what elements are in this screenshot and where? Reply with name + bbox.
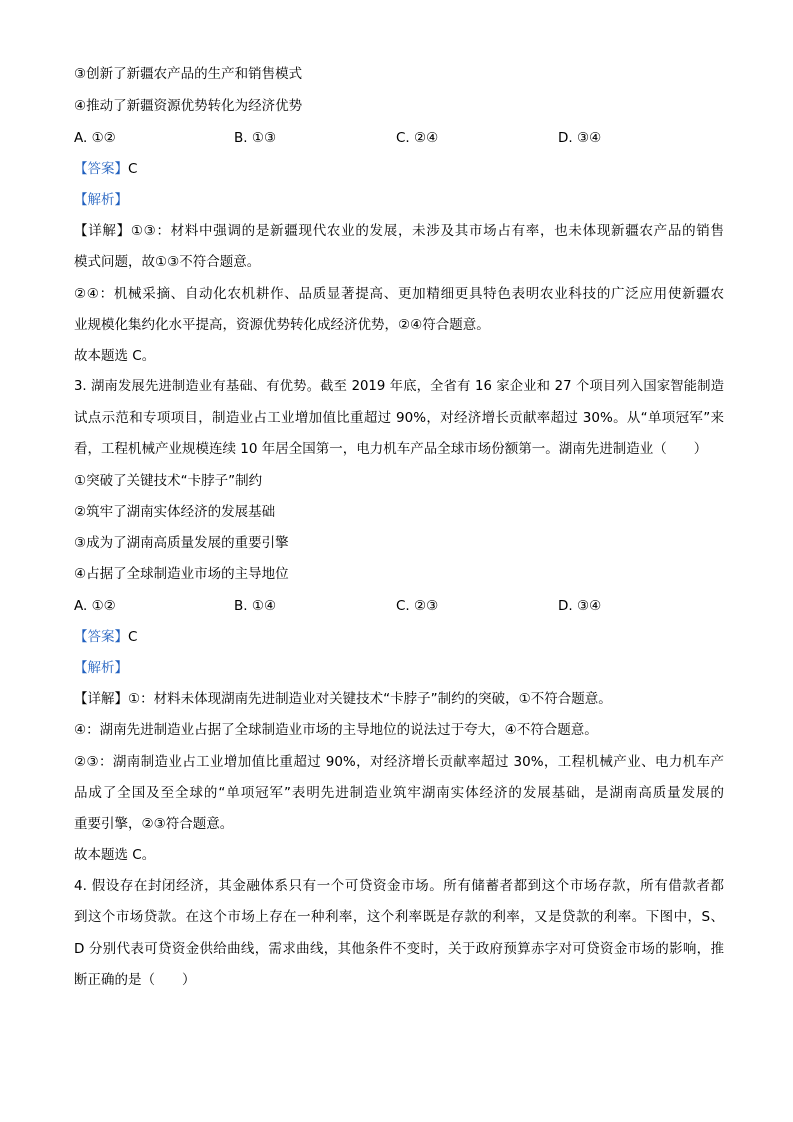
q3-answer (74, 627, 724, 647)
q3-detail-line-3: ②③：湖南制造业占工业增加值比重超过 90%，对经济增长贡献率超过 30%，工程机械产业、电力机车产 (74, 754, 724, 770)
q3-option-3: ③成为了湖南高质量发展的重要引擎 (74, 535, 289, 551)
q3-choice-d: D. ③④ (558, 598, 602, 614)
q4-stem-line-1: 4. 假设存在封闭经济，其金融体系只有一个可贷资金市场。所有储蓄者都到这个市场存款，所有借款者都 (74, 878, 724, 894)
q4-stem-line-3: D 分别代表可贷资金供给曲线，需求曲线，其他条件不变时，关于政府预算赤字对可贷资金市场的影响，推 (74, 941, 724, 957)
q3-conclusion: 故本题选 C。 (74, 847, 156, 863)
q3-stem-line-1: 3. 湖南发展先进制造业有基础、有优势。截至 2019 年底，全省有 16 家企业和 27 个项目列入国家智能制造 (74, 379, 724, 394)
q2-answer (74, 159, 724, 179)
q3-answer-tag: 【答案】 (74, 629, 128, 645)
q3-answer-value: C (128, 629, 138, 645)
q2-detail-line-3: ②④：机械采摘、自动化农机耕作、品质显著提高、更加精细更具特色表明农业科技的广泛应用使新疆农 (74, 286, 724, 302)
q3-choice-b: B. ①④ (234, 598, 277, 614)
q3-detail-line-4: 品成了全国及至全球的“单项冠军”表明先进制造业筑牢湖南实体经济的发展基础，是湖南高质量发展的 (74, 785, 724, 801)
q2-detail-line-4: 业规模化集约化水平提高，资源优势转化成经济优势，②④符合题意。 (74, 317, 490, 333)
q3-detail-line-5: 重要引擎，②③符合题意。 (74, 816, 234, 832)
q2-option-4: ④推动了新疆资源优势转化为经济优势 (74, 98, 303, 114)
q2-option-3: ③创新了新疆农产品的生产和销售模式 (74, 66, 303, 82)
q4-stem-line-4: 断正确的是（ ） (74, 972, 196, 988)
q3-detail-line-1: 【详解】①：材料未体现湖南先进制造业对关键技术“卡脖子”制约的突破，①不符合题意。 (74, 691, 612, 707)
q2-choice-c: C. ②④ (396, 130, 439, 146)
q4-stem-line-2: 到这个市场贷款。在这个市场上存在一种利率，这个利率既是存款的利率，又是贷款的利率。下图中，S、 (74, 909, 724, 925)
q3-stem-line-2: 试点示范和专项项目，制造业占工业增加值比重超过 90%，对经济增长贡献率超过 30%。从“单项冠军”来 (74, 410, 724, 426)
q3-choice-c: C. ②③ (396, 598, 439, 614)
q2-choice-a: A. ①② (74, 130, 116, 146)
q3-stem-line-3: 看，工程机械产业规模连续 10 年居全国第一，电力机车产品全球市场份额第一。湖南先进制造业（ ） (74, 441, 708, 457)
q3-detail-line-2: ④：湖南先进制造业占据了全球制造业市场的主导地位的说法过于夸大，④不符合题意。 (74, 722, 598, 738)
q3-option-2: ②筑牢了湖南实体经济的发展基础 (74, 504, 276, 520)
q3-analysis-tag: 【解析】 (74, 660, 128, 676)
q2-conclusion: 故本题选 C。 (74, 348, 156, 364)
q2-choice-b: B. ①③ (234, 130, 277, 146)
q2-choice-d: D. ③④ (558, 130, 602, 146)
q3-option-4: ④占据了全球制造业市场的主导地位 (74, 566, 289, 582)
q2-answer-tag: 【答案】 (74, 161, 128, 177)
q2-analysis-tag: 【解析】 (74, 192, 128, 208)
q2-answer-value: C (128, 161, 138, 177)
q2-detail-line-2: 模式问题，故①③不符合题意。 (74, 254, 261, 270)
q3-choice-a: A. ①② (74, 598, 116, 614)
q3-option-1: ①突破了关键技术“卡脖子”制约 (74, 473, 263, 489)
q2-detail-line-1: 【详解】①③：材料中强调的是新疆现代农业的发展，未涉及其市场占有率，也未体现新疆农产品的销售 (74, 223, 724, 239)
